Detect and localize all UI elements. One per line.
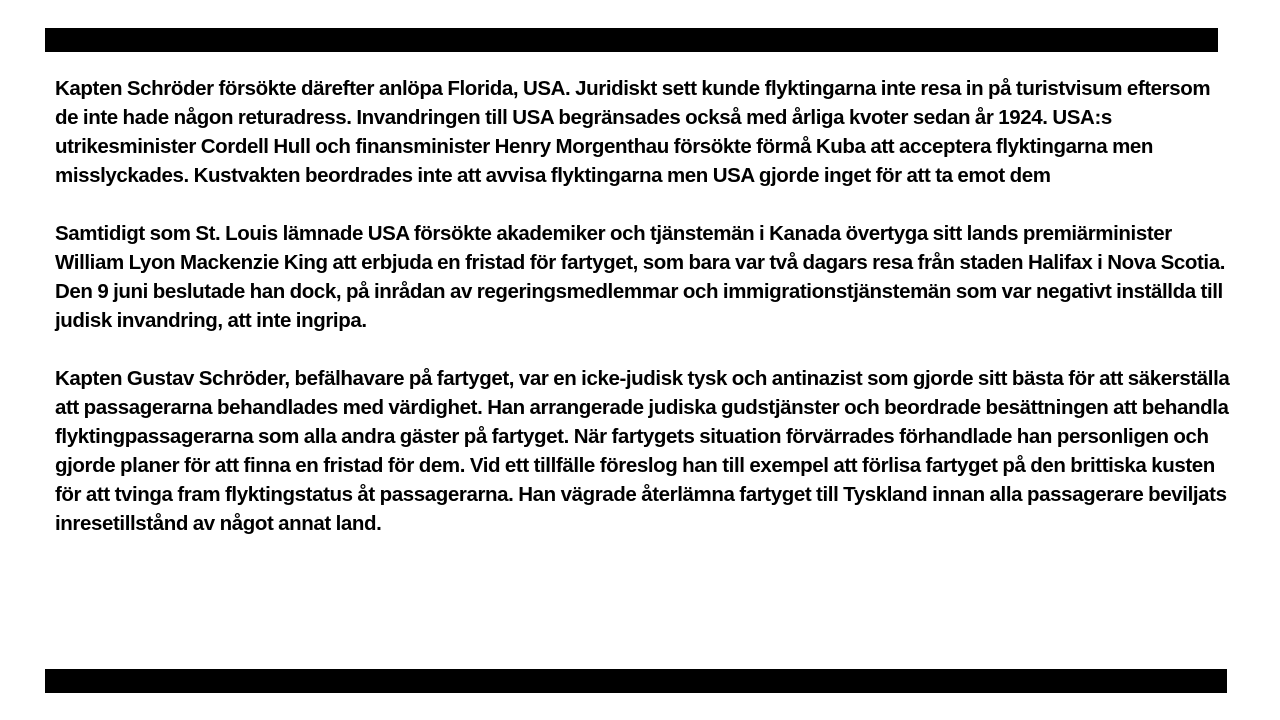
bottom-black-bar (45, 669, 1227, 693)
paragraph-florida: Kapten Schröder försökte därefter anlöpa Florida, USA. Juridiskt sett kunde flyktingarna inte resa in på turistvisum eftersom de inte hade någon returadress. Invandringen till USA begränsades också med årliga kvoter sedan år 1924. USA:s utrikesminister Cordell Hull och finansminister Henry Morgenthau försökte förmå Kuba att acceptera flyktingarna men misslyckades. Kustvakten beordrades inte att avvisa flyktingarna men USA gjorde inget för att ta emot dem (55, 77, 1211, 187)
paragraph-canada: Samtidigt som St. Louis lämnade USA försökte akademiker och tjänstemän i Kanada övertyga sitt lands premiärminister William Lyon Mackenzie King att erbjuda en fristad för fartyget, som bara var två dagars resa från staden Halifax i Nova Scotia. Den 9 juni beslutade han dock, på inrådan av regeringsmedlemmar och immigrationstjänstemän som var negativt inställda till judisk invandring, att inte ingripa. (55, 222, 1226, 332)
top-black-bar (45, 28, 1218, 52)
slide-body-text (55, 74, 1230, 538)
paragraph-captain-schroder: Kapten Gustav Schröder, befälhavare på fartyget, var en icke-judisk tysk och antinazist som gjorde sitt bästa för att säkerställa att passagerarna behandlades med värdighet. Han arrangerade judiska gudstjänster och beordrade besättningen att behandla flyktingpassagerarna som alla andra gäster på fartyget. När fartygets situation förvärrades förhandlade han personligen och gjorde planer för att finna en fristad för dem. Vid ett tillfälle föreslog han till exempel att förlisa fartyget på den brittiska kusten för att tvinga fram flyktingstatus åt passagerarna. Han vägrade återlämna fartyget till Tyskland innan alla passagerare beviljats inresetillstånd av något annat land. (55, 367, 1230, 535)
